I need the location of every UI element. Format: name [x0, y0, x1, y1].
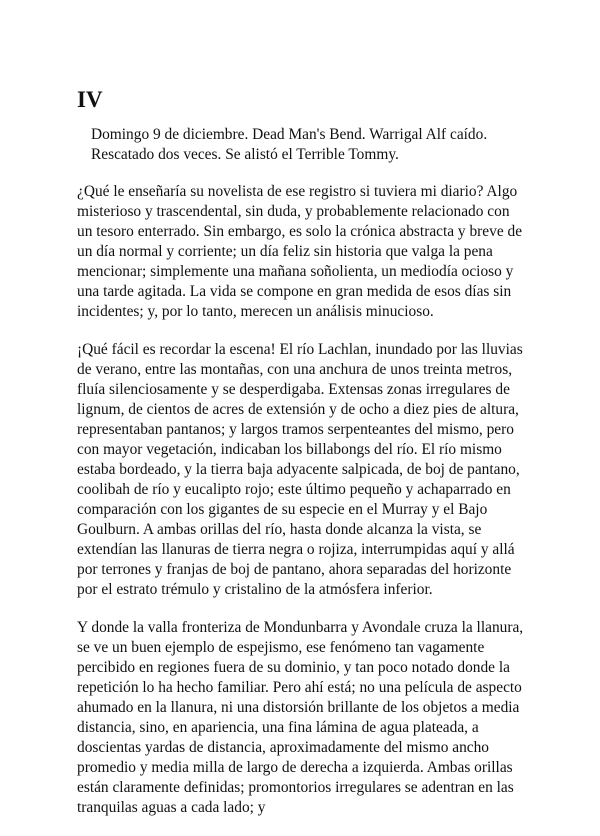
paragraph-1: ¿Qué le enseñaría su novelista de ese registro si tuviera mi diario? Algo misterioso y trascendental, sin duda, y probablemente relacionado con un tesoro enterrado. Sin embargo, es solo la crónica abstracta y breve de un día normal y corriente; un día feliz sin historia que valga la pena mencionar; simplemente una mañana soñolienta, un mediodía ocioso y una tarde agitada. La vida se compone en gran medida de esos días sin incidentes; y, por lo tanto, merecen un análisis minucioso.: [77, 183, 523, 320]
chapter-summary: Domingo 9 de diciembre. Dead Man's Bend. Warrigal Alf caído. Rescatado dos veces. Se alistó el Terrible Tommy.: [91, 126, 488, 163]
chapter-title: IV: [77, 87, 103, 112]
paragraph-3: Y donde la valla fronteriza de Mondunbarra y Avondale cruza la llanura, se ve un buen ejemplo de espejismo, ese fenómeno tan vagamente percibido en regiones fuera de su dominio, y tan poco notado donde la repetición lo ha hecho familiar. Pero ahí está; no una película de aspecto ahumado en la llanura, ni una distorsión brillante de los objetos a media distancia, sino, en apariencia, una fina lámina de agua plateada, a doscientas yardas de distancia, aproximadamente del mismo ancho promedio y media milla de largo de derecha a izquierda. Ambas orillas están claramente definidas; promontorios irregulares se adentran en las tranquilas aguas a cada lado; y: [77, 619, 524, 816]
paragraph-2: ¡Qué fácil es recordar la escena! El río Lachlan, inundado por las lluvias de verano, entre las montañas, con una anchura de unos treinta metros, fluía silenciosamente y se desperdigaba. Extensas zonas irregulares de lignum, de cientos de acres de extensión y de ocho a diez pies de altura, representaban pantanos; y largos tramos serpenteantes del mismo, pero con mayor vegetación, indicaban los billabongs del río. El río mismo estaba bordeado, y la tierra baja adyacente salpicada, de boj de pantano, coolibah de río y eucalipto rojo; este último pequeño y achaparrado en comparación con los gigantes de su especie en el Murray y el Bajo Goulburn. A ambas orillas del río, hasta donde alcanza la vista, se extendían las llanuras de tierra negra o rojiza, interrumpidas aquí y allá por terrones y franjas de boj de pantano, ahora separadas del horizonte por el estrato trémulo y cristalino de la atmósfera inferior.: [77, 341, 523, 598]
document-page: [77, 88, 527, 836]
